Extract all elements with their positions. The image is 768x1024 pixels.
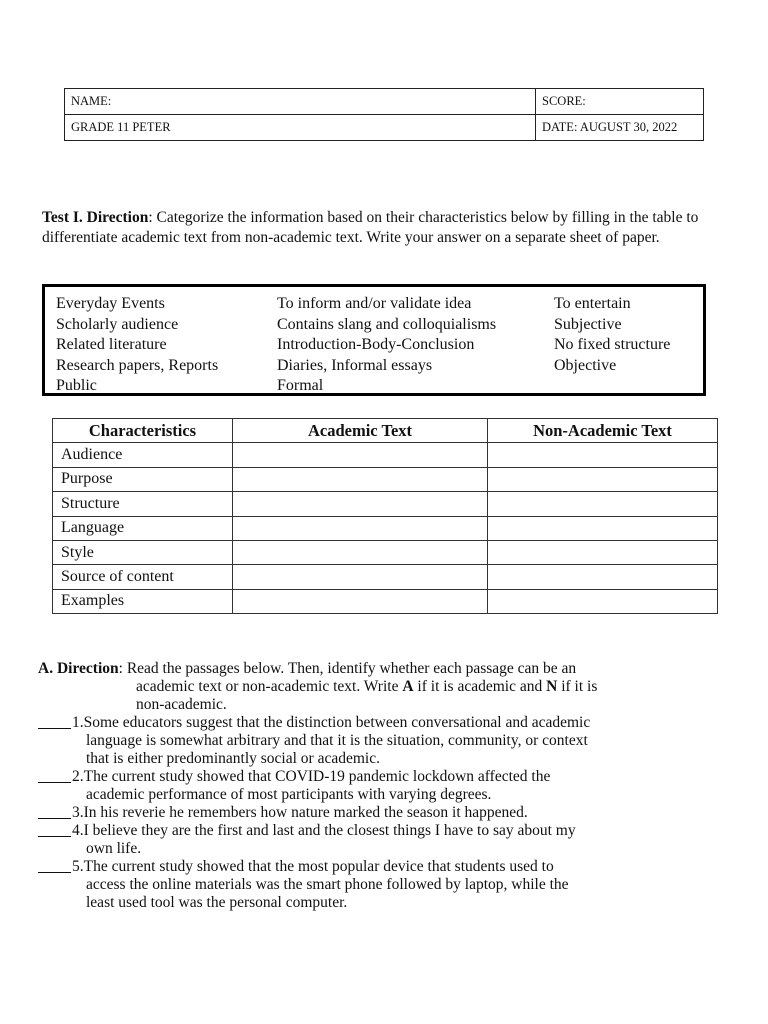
list-item (38, 858, 718, 876)
item-number: 5. (72, 858, 84, 875)
item-text: I believe they are the first and last and the closest things I have to say about my (83, 822, 576, 839)
date-field: DATE: AUGUST 30, 2022 (536, 115, 704, 141)
item-text: least used tool was the personal computer. (86, 894, 348, 911)
list-item (38, 804, 718, 822)
word-bank-item: To inform and/or validate idea (277, 295, 472, 312)
word-bank-column-2 (277, 294, 496, 397)
answer-cell[interactable] (488, 540, 718, 564)
answer-cell[interactable] (233, 492, 488, 516)
section-a-label: A. Direction (38, 660, 119, 677)
word-bank-item: Subjective (554, 315, 622, 333)
word-bank-item: Research papers, Reports (56, 356, 219, 374)
grade-section: GRADE 11 PETER (65, 115, 536, 141)
column-header-characteristics: Characteristics (53, 419, 233, 443)
word-bank-item: Introduction-Body-Conclusion (277, 336, 475, 354)
answer-cell[interactable] (488, 516, 718, 540)
row-label: Structure (53, 492, 233, 516)
list-item (38, 768, 718, 786)
table-row (53, 467, 718, 491)
section-a (38, 660, 718, 912)
item-text: language is somewhat arbitrary and that it is the situation, community, or context (86, 732, 588, 749)
word-bank (42, 284, 706, 396)
table-row (53, 589, 718, 613)
test1-text: : Categorize the information based on their characteristics below by filling in the table to differentiate academic text from non-academic text. Write your answer on a separate sheet of paper. (42, 209, 699, 246)
word-bank-item: Diaries, Informal essays (277, 356, 433, 374)
list-item (38, 714, 718, 732)
word-bank-item: Everyday Events (56, 295, 165, 312)
word-bank-item: To entertain (554, 295, 631, 312)
answer-cell[interactable] (233, 467, 488, 491)
answer-blank[interactable] (38, 804, 71, 819)
test1-title: Test I. Direction (42, 209, 149, 226)
score-field: SCORE: (536, 89, 704, 115)
word-bank-column-1 (56, 294, 218, 397)
characteristics-table (52, 418, 718, 614)
answer-letter-n: N (546, 678, 558, 695)
item-text: access the online materials was the smart phone followed by laptop, while the (86, 876, 569, 893)
item-text: The current study showed that COVID-19 pandemic lockdown affected the (83, 768, 551, 785)
word-bank-item: Related literature (56, 336, 167, 354)
table-row (53, 565, 718, 589)
item-text: academic performance of most participants with varying degrees. (86, 786, 492, 803)
direction-text: : Read the passages below. Then, identify whether each passage can be an (118, 660, 577, 677)
row-label: Source of content (53, 565, 233, 589)
column-header-academic: Academic Text (233, 419, 488, 443)
answer-cell[interactable] (233, 589, 488, 613)
answer-cell[interactable] (233, 565, 488, 589)
list-item (38, 822, 718, 840)
table-row (53, 516, 718, 540)
word-bank-item: Formal (277, 377, 324, 395)
direction-continued (38, 678, 718, 696)
word-bank-item: Scholarly audience (56, 315, 179, 333)
answer-cell[interactable] (488, 467, 718, 491)
answer-blank[interactable] (38, 714, 71, 729)
test1-direction (42, 208, 716, 247)
item-number: 4. (72, 822, 84, 839)
answer-cell[interactable] (233, 540, 488, 564)
row-label: Audience (53, 443, 233, 467)
answer-cell[interactable] (488, 443, 718, 467)
row-label: Examples (53, 589, 233, 613)
answer-blank[interactable] (38, 822, 71, 837)
item-text: The current study showed that the most popular device that students used to (83, 858, 554, 875)
header-table (64, 88, 704, 141)
direction-text: if it is (557, 678, 598, 695)
answer-cell[interactable] (233, 443, 488, 467)
item-text: Some educators suggest that the distinction between conversational and academic (83, 714, 591, 731)
column-header-non-academic: Non-Academic Text (488, 419, 718, 443)
item-text: own life. (86, 840, 142, 857)
answer-letter-a: A (402, 678, 414, 695)
word-bank-item: Contains slang and colloquialisms (277, 315, 497, 333)
item-text: In his reverie he remembers how nature marked the season it happened. (83, 804, 528, 821)
answer-blank[interactable] (38, 768, 71, 783)
section-a-direction (38, 660, 718, 678)
direction-text: academic text or non-academic text. Write (136, 678, 403, 695)
word-bank-item: No fixed structure (554, 336, 671, 354)
answer-cell[interactable] (488, 565, 718, 589)
direction-continued: non-academic. (136, 696, 227, 713)
item-number: 2. (72, 768, 84, 785)
word-bank-column-3 (554, 294, 670, 376)
table-row (53, 540, 718, 564)
direction-text: if it is academic and (413, 678, 547, 695)
row-label: Language (53, 516, 233, 540)
answer-cell[interactable] (488, 589, 718, 613)
table-header-row (53, 419, 718, 443)
name-field: NAME: (65, 89, 536, 115)
table-row (53, 443, 718, 467)
answer-cell[interactable] (233, 516, 488, 540)
item-number: 1. (72, 714, 84, 731)
word-bank-item: Public (56, 377, 97, 395)
table-row (53, 492, 718, 516)
answer-blank[interactable] (38, 858, 71, 873)
item-number: 3. (72, 804, 84, 821)
word-bank-item: Objective (554, 356, 617, 374)
row-label: Purpose (53, 467, 233, 491)
row-label: Style (53, 540, 233, 564)
answer-cell[interactable] (488, 492, 718, 516)
item-text: that is either predominantly social or academic. (86, 750, 380, 767)
